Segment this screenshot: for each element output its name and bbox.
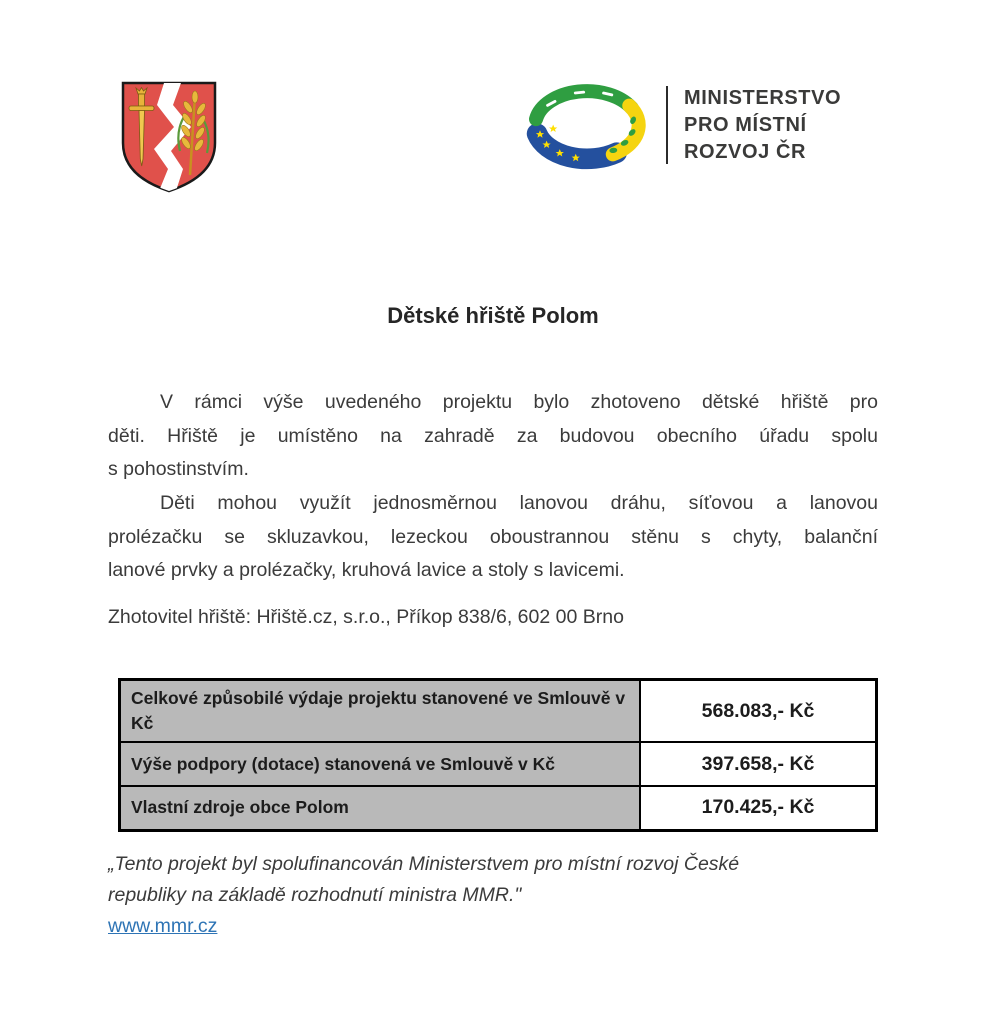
quote-line: republiky na základě rozhodnutí ministra MMR." <box>108 884 522 906</box>
paragraph-line: V rámci výše uvedeného projektu bylo zhotoveno dětské hřiště pro <box>160 391 878 413</box>
ministry-wordmark <box>684 85 841 166</box>
funding-value-own-resources: 170.425,- Kč <box>640 786 877 830</box>
cofinancing-quote <box>108 849 888 911</box>
paragraph-line: lanové prvky a prolézačky, kruhová lavice a stoly s lavicemi. <box>108 559 625 581</box>
funding-value-total-costs: 568.083,- Kč <box>640 680 877 743</box>
table-row <box>120 786 877 830</box>
ministry-name-line: PRO MÍSTNÍ <box>684 113 807 136</box>
funding-label-total-costs: Celkové způsobilé výdaje projektu stanovené ve Smlouvě v Kč <box>120 680 641 743</box>
quote-line: „Tento projekt byl spolufinancován Ministerstvem pro místní rozvoj České <box>108 853 740 875</box>
funding-value-subsidy: 397.658,- Kč <box>640 742 877 786</box>
table-row <box>120 680 877 743</box>
funding-table <box>118 678 878 832</box>
paragraph-line: prolézačku se skluzavkou, lezeckou oboustrannou stěnu s chyty, balanční <box>108 525 878 548</box>
ministry-name-line: MINISTERSTVO <box>684 86 842 109</box>
paragraph-line: Děti mohou využít jednosměrnou lanovou dráhu, síťovou a lanovou <box>160 492 878 514</box>
polom-coat-of-arms-icon <box>118 78 220 198</box>
funding-label-subsidy: Výše podpory (dotace) stanovená ve Smlouvě v Kč <box>120 742 641 786</box>
paragraph-line: s pohostinstvím. <box>108 458 249 480</box>
paragraph-line: děti. Hřiště je umístěno na zahradě za budovou obecního úřadu spolu <box>108 424 878 447</box>
ministry-name-line: ROZVOJ ČR <box>684 140 807 163</box>
mmr-swirl-icon <box>518 78 656 172</box>
paragraph-equipment-description <box>108 487 878 588</box>
table-row <box>120 742 877 786</box>
page-title: Dětské hřiště Polom <box>387 303 599 328</box>
mmr-logo <box>518 78 841 172</box>
funding-label-own-resources: Vlastní zdroje obce Polom <box>120 786 641 830</box>
paragraph-project-description <box>108 386 878 487</box>
contractor-line: Zhotovitel hřiště: Hřiště.cz, s.r.o., Příkop 838/6, 602 00 Brno <box>108 606 624 628</box>
logo-divider <box>666 86 668 164</box>
mmr-website-link[interactable]: www.mmr.cz <box>108 915 218 937</box>
